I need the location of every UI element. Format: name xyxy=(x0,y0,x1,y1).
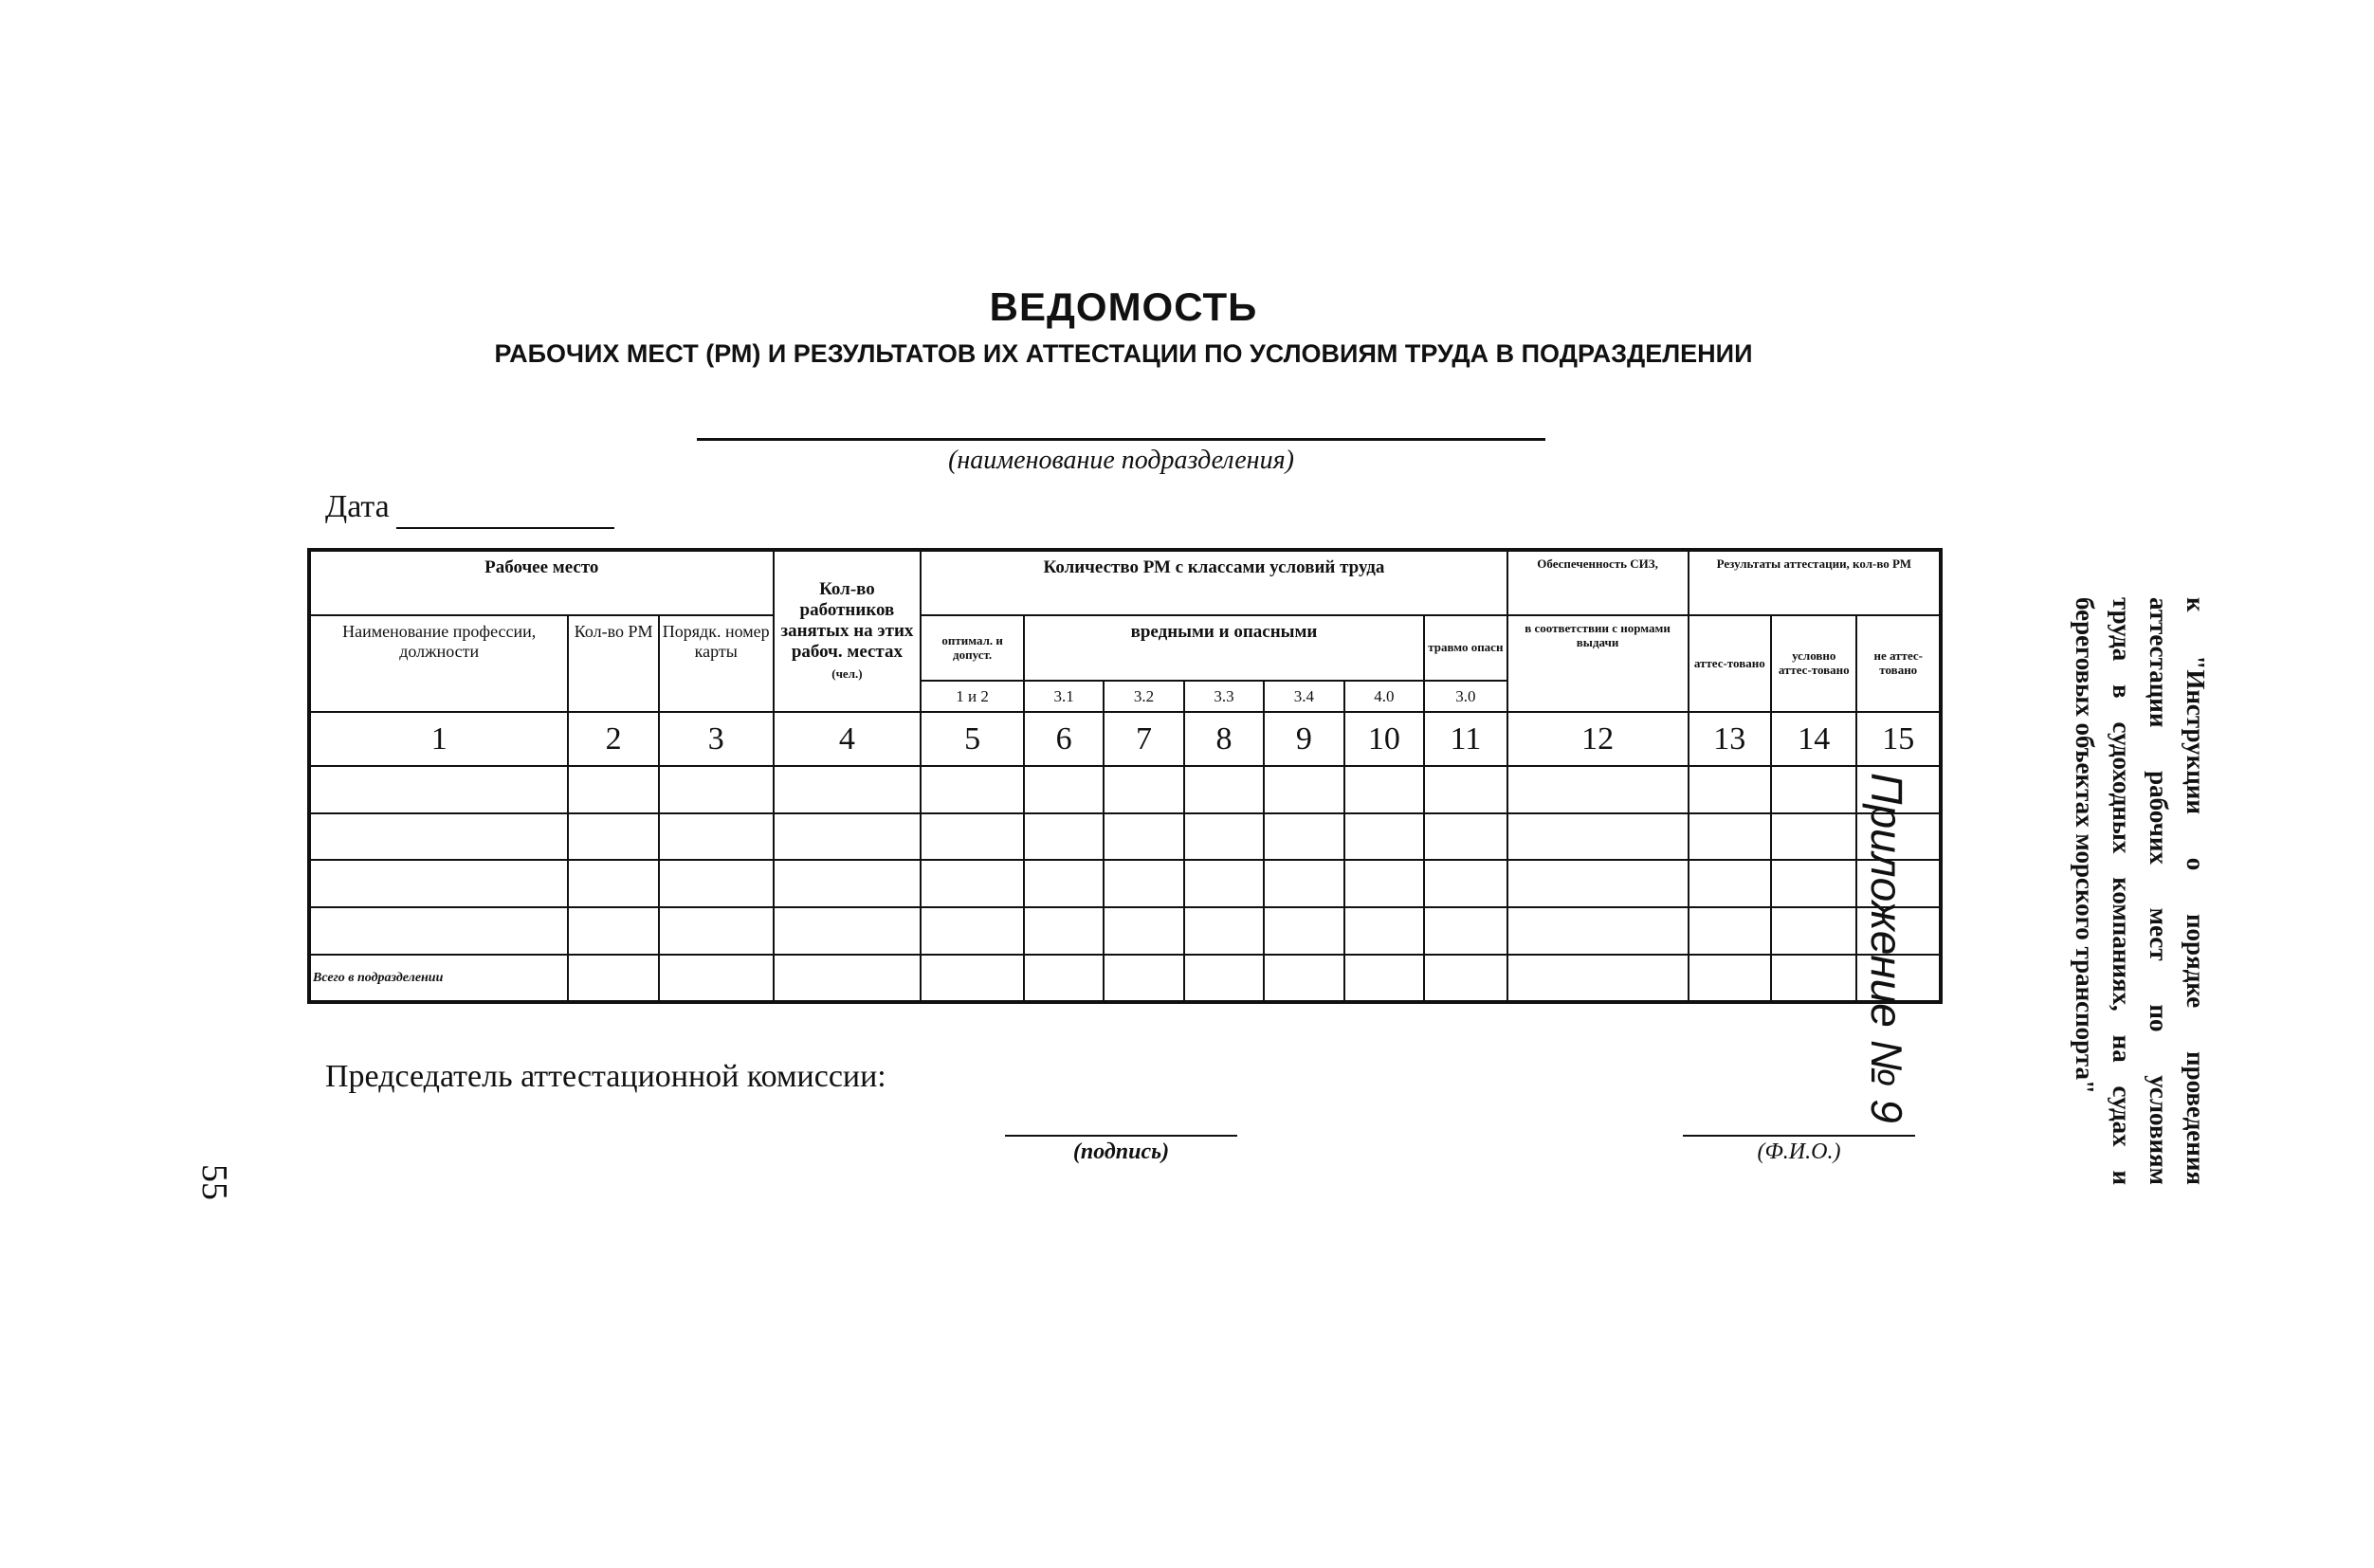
table-cell xyxy=(1507,813,1689,861)
header-siz: Обеспеченность СИЗ, xyxy=(1507,550,1689,615)
table-cell xyxy=(1689,813,1771,861)
column-number: 5 xyxy=(921,712,1024,766)
chairman-label: Председатель аттестационной комиссии: xyxy=(325,1059,886,1094)
table-cell xyxy=(1104,813,1183,861)
appendix-line: аттестации рабочих мест по условиям xyxy=(2145,597,2173,1185)
table-cell xyxy=(1507,860,1689,907)
table-cell xyxy=(1104,907,1183,955)
column-number: 1 xyxy=(309,712,568,766)
table-cell xyxy=(1424,907,1507,955)
appendix-title: Приложение № 9 xyxy=(1862,773,1911,1123)
table-cell xyxy=(1264,860,1343,907)
table-cell xyxy=(1507,907,1689,955)
header-optimal: оптимал. и допуст. xyxy=(921,615,1024,681)
table-cell xyxy=(1344,766,1424,813)
division-name-line xyxy=(697,438,1545,441)
table-cell xyxy=(1104,955,1183,1002)
table-cell xyxy=(1024,907,1104,955)
header-rm-count: Кол-во РМ xyxy=(568,615,658,712)
signature-caption: (подпись) xyxy=(1072,1140,1170,1164)
header-workplace: Рабочее место xyxy=(309,550,774,615)
table-cell xyxy=(659,766,774,813)
column-number: 3 xyxy=(659,712,774,766)
appendix-line: береговых объектах морского транспорта" xyxy=(2071,597,2099,1094)
table-cell xyxy=(1104,860,1183,907)
header-card-number: Порядк. номер карты xyxy=(659,615,774,712)
table-cell xyxy=(1771,907,1856,955)
table-cell xyxy=(1264,766,1343,813)
table-cell xyxy=(921,813,1024,861)
table-row xyxy=(309,907,1941,955)
attestation-table xyxy=(307,548,1943,1004)
header-results: Результаты аттестации, кол-во РМ xyxy=(1689,550,1941,615)
total-row-label: Всего в подразделении xyxy=(309,955,568,1002)
class-3-4: 3.4 xyxy=(1264,681,1343,712)
table-cell xyxy=(1507,955,1689,1002)
table-cell xyxy=(309,907,568,955)
table-cell xyxy=(1689,955,1771,1002)
division-caption: (наименование подразделения) xyxy=(948,446,1294,475)
table-cell xyxy=(309,813,568,861)
column-number: 2 xyxy=(568,712,658,766)
date-line xyxy=(396,527,614,529)
table-cell xyxy=(1344,860,1424,907)
table-cell xyxy=(921,907,1024,955)
table-cell xyxy=(1689,860,1771,907)
table-cell xyxy=(1424,955,1507,1002)
document-title: ВЕДОМОСТЬ xyxy=(989,284,1258,329)
table-cell xyxy=(774,766,922,813)
header-attested: аттес-товано xyxy=(1689,615,1771,712)
table-cell xyxy=(1024,860,1104,907)
table-cell xyxy=(921,860,1024,907)
table-cell xyxy=(1507,766,1689,813)
class-3-2: 3.2 xyxy=(1104,681,1183,712)
header-siz-sub: в соответствии с нормами выдачи xyxy=(1507,615,1689,712)
column-number: 15 xyxy=(1856,712,1941,766)
table-cell xyxy=(1024,766,1104,813)
table-cell xyxy=(1184,813,1264,861)
table-cell xyxy=(1344,813,1424,861)
column-number: 9 xyxy=(1264,712,1343,766)
table-cell xyxy=(1771,766,1856,813)
header-traumatic: травмо опасн xyxy=(1424,615,1507,681)
table-cell xyxy=(1771,955,1856,1002)
column-number: 14 xyxy=(1771,712,1856,766)
table-cell xyxy=(1184,766,1264,813)
class-4-0: 4.0 xyxy=(1344,681,1424,712)
table-cell xyxy=(921,766,1024,813)
table-cell xyxy=(568,907,658,955)
table-cell xyxy=(1424,860,1507,907)
date-label: Дата xyxy=(325,489,390,524)
table-cell xyxy=(1264,813,1343,861)
class-3-3: 3.3 xyxy=(1184,681,1264,712)
table-cell xyxy=(1184,860,1264,907)
table-row xyxy=(309,955,1941,1002)
header-harmful: вредными и опасными xyxy=(1024,615,1424,681)
header-conditional: условно аттес-товано xyxy=(1771,615,1856,712)
table-cell xyxy=(1771,860,1856,907)
table-cell xyxy=(1184,907,1264,955)
table-cell xyxy=(1024,813,1104,861)
table-cell xyxy=(1104,766,1183,813)
page-number: 55 xyxy=(194,1164,234,1200)
class-optimal: 1 и 2 xyxy=(921,681,1024,712)
column-number-row xyxy=(309,712,1941,766)
header-workers-unit: (чел.) xyxy=(831,665,863,681)
header-workers-count xyxy=(774,550,922,712)
table-cell xyxy=(1424,813,1507,861)
column-number: 7 xyxy=(1104,712,1183,766)
table-cell xyxy=(774,907,922,955)
name-caption: (Ф.И.О.) xyxy=(1757,1140,1841,1164)
header-profession: Наименование профессии, должности xyxy=(309,615,568,712)
table-cell xyxy=(1184,955,1264,1002)
class-3-1: 3.1 xyxy=(1024,681,1104,712)
document-subtitle: РАБОЧИХ МЕСТ (РМ) И РЕЗУЛЬТАТОВ ИХ АТТЕСТАЦИИ ПО УСЛОВИЯМ ТРУДА В ПОДРАЗДЕЛЕНИИ xyxy=(494,339,1753,368)
table-cell xyxy=(659,813,774,861)
table-cell xyxy=(568,860,658,907)
appendix-line: труда в судоходных компаниях, на судах и xyxy=(2108,597,2136,1185)
table-cell xyxy=(1024,955,1104,1002)
table-row xyxy=(309,860,1941,907)
table-cell xyxy=(659,955,774,1002)
column-number: 10 xyxy=(1344,712,1424,766)
table-cell xyxy=(309,860,568,907)
table-cell xyxy=(921,955,1024,1002)
table-cell xyxy=(1344,955,1424,1002)
column-number: 4 xyxy=(774,712,922,766)
table-cell xyxy=(659,907,774,955)
table-cell xyxy=(659,860,774,907)
table-cell xyxy=(774,955,922,1002)
table-cell xyxy=(774,813,922,861)
table-cell xyxy=(568,766,658,813)
column-number: 6 xyxy=(1024,712,1104,766)
table-cell xyxy=(1344,907,1424,955)
table-cell xyxy=(1424,766,1507,813)
table-body xyxy=(309,766,1941,1002)
table-cell xyxy=(1689,766,1771,813)
table-cell xyxy=(568,955,658,1002)
header-workers-count-text: Кол-во работников занятых на этих рабоч. местах xyxy=(780,579,914,662)
column-number: 8 xyxy=(1184,712,1264,766)
appendix-text xyxy=(2024,597,2214,1185)
table-cell xyxy=(1771,813,1856,861)
column-number: 11 xyxy=(1424,712,1507,766)
signature-line xyxy=(1005,1135,1237,1137)
table-cell xyxy=(309,766,568,813)
column-number: 12 xyxy=(1507,712,1689,766)
header-not-attested: не аттес-товано xyxy=(1856,615,1941,712)
table-cell xyxy=(774,860,922,907)
column-number: 13 xyxy=(1689,712,1771,766)
table-row xyxy=(309,766,1941,813)
class-traumatic: 3.0 xyxy=(1424,681,1507,712)
table-cell xyxy=(1264,955,1343,1002)
table-row xyxy=(309,813,1941,861)
table-cell xyxy=(568,813,658,861)
table-cell xyxy=(1264,907,1343,955)
table-cell xyxy=(1689,907,1771,955)
header-rm-by-class: Количество РМ с классами условий труда xyxy=(921,550,1507,615)
appendix-line: к "Инструкции о порядке проведения xyxy=(2182,597,2210,1185)
